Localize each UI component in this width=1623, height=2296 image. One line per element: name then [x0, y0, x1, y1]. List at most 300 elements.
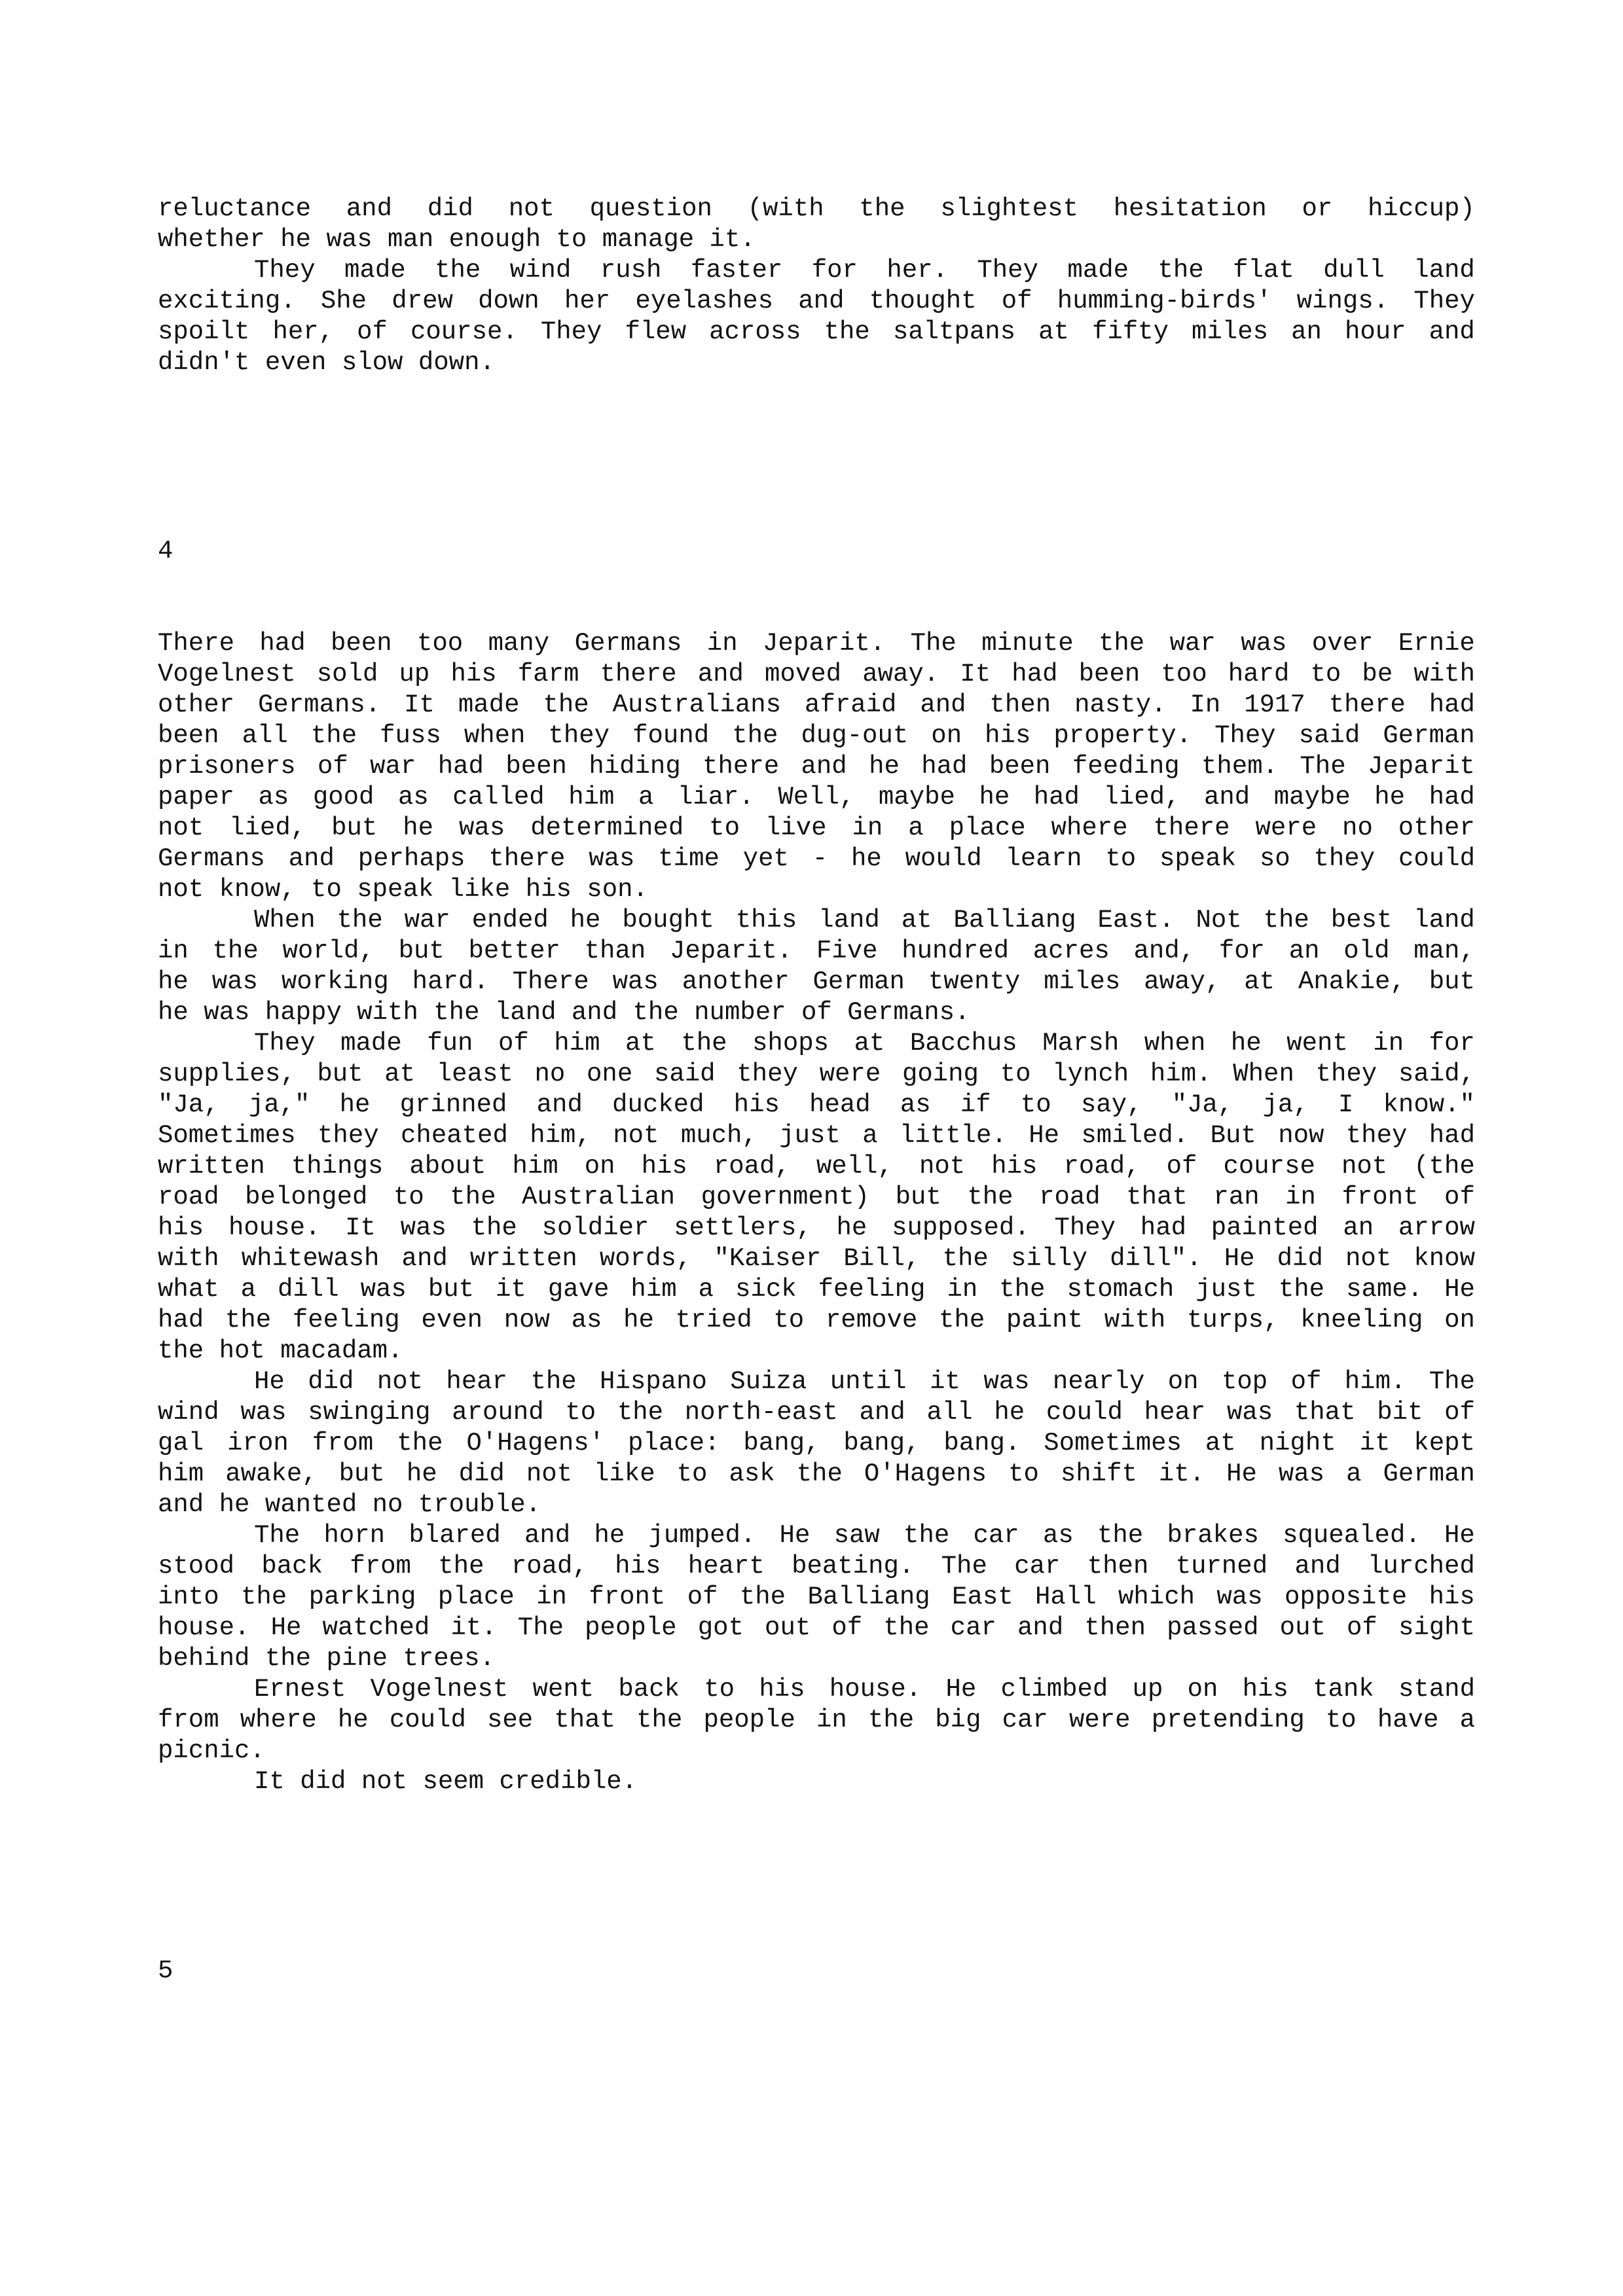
- word: he: [594, 1521, 625, 1550]
- word: world,: [282, 937, 374, 965]
- word: that: [1294, 1398, 1356, 1427]
- word: reluctance: [158, 194, 312, 223]
- word: miles: [1192, 317, 1269, 346]
- word: the: [859, 194, 905, 223]
- word: land: [818, 906, 880, 935]
- word: on: [1187, 1675, 1218, 1704]
- word: dill: [278, 1275, 339, 1304]
- word: called: [452, 783, 545, 812]
- word: arrow: [1398, 1213, 1475, 1242]
- word: saw: [833, 1521, 880, 1550]
- word: Jeparit.: [762, 629, 886, 658]
- word: moved: [765, 660, 842, 689]
- word: supposed.: [892, 1213, 1030, 1242]
- word: they: [1313, 844, 1376, 873]
- word: Ernest: [254, 1675, 346, 1704]
- section-number: 4: [158, 537, 173, 565]
- word: know.": [1383, 1090, 1475, 1119]
- word: He: [1224, 1244, 1255, 1273]
- word: he: [869, 752, 900, 781]
- word: his: [641, 1152, 687, 1181]
- word: around: [452, 1398, 544, 1427]
- text-line: [158, 1244, 1475, 1274]
- word: supplies,: [158, 1060, 296, 1088]
- word: the: [471, 1213, 517, 1242]
- word: awake,: [225, 1460, 318, 1488]
- word: paint: [1006, 1306, 1083, 1335]
- word: Australians: [612, 691, 782, 719]
- word: made: [344, 256, 406, 285]
- word: and: [524, 1521, 571, 1550]
- word: He: [945, 1675, 977, 1704]
- word: for: [1429, 1029, 1475, 1058]
- word: land: [1413, 256, 1475, 285]
- word: on: [1444, 1306, 1475, 1335]
- word: dull: [1323, 256, 1385, 285]
- word: no: [1342, 814, 1373, 842]
- word: had: [1429, 783, 1475, 812]
- word: words,: [599, 1244, 692, 1273]
- word: to: [773, 1306, 805, 1335]
- word: Hall: [1035, 1583, 1097, 1611]
- word: bought: [622, 906, 714, 935]
- word: In: [1190, 691, 1221, 719]
- text-line: [158, 690, 1475, 721]
- word: the: [999, 1275, 1046, 1304]
- word: lurched: [1368, 1552, 1475, 1581]
- word: from: [158, 1706, 219, 1734]
- word: written: [158, 1152, 265, 1181]
- word: not: [613, 1121, 659, 1150]
- word: prisoners: [158, 752, 296, 781]
- word: tank: [1313, 1675, 1374, 1704]
- word: the: [1158, 256, 1204, 285]
- word: land: [1413, 906, 1475, 935]
- word: up: [399, 660, 430, 689]
- word: Balliang: [953, 906, 1076, 935]
- word: drew: [392, 287, 453, 315]
- word: too: [1161, 660, 1207, 689]
- word: his: [1429, 1583, 1475, 1611]
- word: flat: [1233, 256, 1294, 285]
- word: afraid: [805, 691, 897, 719]
- word: There: [512, 967, 589, 996]
- word: place: [437, 1583, 515, 1611]
- word: nearly: [1052, 1367, 1145, 1396]
- word: not: [508, 194, 555, 223]
- word: he: [1374, 783, 1406, 812]
- word: rush: [600, 256, 662, 285]
- word: and: [1429, 317, 1475, 346]
- word: least: [436, 1060, 513, 1088]
- word: climbed: [1000, 1675, 1108, 1704]
- word: made: [340, 1029, 402, 1058]
- word: thought: [869, 287, 977, 315]
- word: nasty.: [1074, 691, 1167, 719]
- word: the: [337, 906, 383, 935]
- word: did: [308, 1367, 354, 1396]
- word: house.: [829, 1675, 922, 1704]
- text-line: [158, 1059, 1475, 1090]
- word: there: [1153, 814, 1230, 842]
- word: the: [450, 1183, 496, 1211]
- word: of: [1444, 1398, 1475, 1427]
- word: had: [1012, 660, 1058, 689]
- word: it: [496, 1275, 526, 1304]
- word: him: [512, 1152, 558, 1181]
- word: lied,: [1103, 783, 1180, 812]
- text-line: behind the pine trees.: [158, 1644, 495, 1673]
- word: East: [952, 1583, 1013, 1611]
- word: He: [270, 1613, 302, 1642]
- word: big: [935, 1706, 981, 1734]
- word: his: [985, 721, 1031, 750]
- word: house.: [158, 1613, 250, 1642]
- word: fun: [427, 1029, 473, 1058]
- word: no: [534, 1060, 566, 1088]
- word: he: [158, 967, 189, 996]
- word: at: [1205, 1429, 1236, 1458]
- word: It: [960, 660, 991, 689]
- word: like: [594, 1460, 655, 1488]
- word: from: [350, 1552, 411, 1581]
- word: that: [1126, 1183, 1188, 1211]
- word: horn: [323, 1521, 386, 1550]
- word: as: [900, 1090, 931, 1119]
- word: They: [540, 317, 602, 346]
- word: found: [632, 721, 710, 750]
- word: sick: [735, 1275, 797, 1304]
- word: there: [702, 752, 780, 781]
- word: slightest: [940, 194, 1078, 223]
- word: car: [973, 1521, 1019, 1550]
- word: pretending: [1151, 1706, 1305, 1734]
- word: when: [464, 721, 526, 750]
- word: but: [398, 937, 445, 965]
- word: was: [1241, 629, 1287, 658]
- word: German: [1383, 721, 1475, 750]
- word: know: [1413, 1244, 1475, 1273]
- word: spoilt: [158, 317, 250, 346]
- word: not: [919, 1152, 966, 1181]
- word: passed: [1167, 1613, 1259, 1642]
- word: He: [1029, 1121, 1060, 1150]
- word: determined: [530, 814, 684, 842]
- text-line: [158, 1705, 1475, 1736]
- word: had: [1429, 1121, 1475, 1150]
- word: brakes: [1167, 1521, 1259, 1550]
- word: to: [676, 1460, 708, 1488]
- word: place: [949, 814, 1026, 842]
- word: was: [459, 814, 505, 842]
- word: night: [1259, 1429, 1336, 1458]
- word: too: [417, 629, 464, 658]
- word: his: [733, 1090, 780, 1119]
- word: man,: [1413, 937, 1475, 965]
- word: not: [158, 814, 204, 842]
- word: of: [1001, 287, 1032, 315]
- word: same.: [1346, 1275, 1423, 1304]
- word: the: [310, 721, 357, 750]
- word: an: [1288, 937, 1320, 965]
- word: to: [1020, 1090, 1051, 1119]
- word: he: [623, 1306, 654, 1335]
- word: painted: [1211, 1213, 1319, 1242]
- word: a: [638, 783, 654, 812]
- word: Jeparit: [1367, 752, 1475, 781]
- word: exciting.: [158, 287, 296, 315]
- word: the: [397, 1429, 443, 1458]
- word: him: [158, 1460, 204, 1488]
- word: to: [1325, 1706, 1357, 1734]
- word: bit: [1377, 1398, 1423, 1427]
- word: went: [532, 1675, 594, 1704]
- text-line: [158, 905, 1475, 936]
- word: or: [1302, 194, 1333, 223]
- text-line: not know, to speak like his son.: [158, 875, 648, 904]
- word: parking: [308, 1583, 416, 1611]
- word: jumped.: [648, 1521, 756, 1550]
- word: all: [926, 1398, 973, 1427]
- word: then: [989, 691, 1051, 719]
- word: his: [450, 660, 497, 689]
- word: him: [554, 1029, 600, 1058]
- word: ja,": [248, 1090, 310, 1119]
- word: in: [947, 1275, 978, 1304]
- word: But: [1210, 1121, 1256, 1150]
- word: and: [1017, 1613, 1064, 1642]
- word: acres: [1032, 937, 1110, 965]
- word: property.: [1053, 721, 1192, 750]
- word: Anakie,: [1298, 967, 1406, 996]
- word: speak: [1159, 844, 1237, 873]
- word: Bill,: [843, 1244, 921, 1273]
- word: at: [901, 906, 932, 935]
- word: tried: [675, 1306, 752, 1335]
- word: He: [1444, 1521, 1475, 1550]
- word: hard.: [412, 967, 489, 996]
- word: gal: [158, 1429, 204, 1458]
- word: belonged: [245, 1183, 368, 1211]
- word: of: [831, 1613, 863, 1642]
- word: Not: [1195, 906, 1242, 935]
- word: of: [1444, 1183, 1475, 1211]
- text-line: [158, 194, 1475, 224]
- word: ended: [471, 906, 549, 935]
- word: feeding: [1072, 752, 1180, 781]
- word: on: [931, 721, 962, 750]
- word: than: [584, 937, 646, 965]
- word: were: [819, 1060, 881, 1088]
- word: things: [291, 1152, 384, 1181]
- text-line: picnic.: [158, 1736, 265, 1765]
- word: farm: [517, 660, 579, 689]
- word: beating.: [792, 1552, 915, 1581]
- word: Hispano: [600, 1367, 707, 1396]
- word: they: [1345, 1121, 1408, 1150]
- word: much,: [680, 1121, 757, 1150]
- word: squealed.: [1283, 1521, 1421, 1550]
- word: of: [318, 752, 348, 781]
- word: dill".: [1110, 1244, 1202, 1273]
- text-line: [158, 1182, 1475, 1213]
- word: he: [979, 783, 1010, 812]
- word: opposite: [1284, 1583, 1408, 1611]
- word: best: [1330, 906, 1393, 935]
- word: whitewash: [241, 1244, 380, 1273]
- text-line: [158, 813, 1475, 844]
- word: then: [1084, 1613, 1146, 1642]
- word: it: [1359, 1429, 1391, 1458]
- word: Balliang: [807, 1583, 930, 1611]
- word: until: [830, 1367, 907, 1396]
- word: hard: [1228, 660, 1290, 689]
- word: feeling: [292, 1306, 400, 1335]
- word: her: [564, 287, 611, 315]
- word: the: [438, 1552, 484, 1581]
- word: He: [1226, 1460, 1257, 1488]
- word: Well,: [778, 783, 855, 812]
- word: He: [254, 1367, 285, 1396]
- word: time: [658, 844, 720, 873]
- word: north-east: [684, 1398, 838, 1427]
- word: there: [488, 844, 566, 873]
- word: at: [625, 1029, 656, 1058]
- word: the: [942, 1244, 989, 1273]
- word: of: [498, 1029, 529, 1058]
- word: hiding: [589, 752, 681, 781]
- word: Five: [816, 937, 878, 965]
- word: turned: [1175, 1552, 1268, 1581]
- word: was: [360, 1275, 407, 1304]
- word: just: [1195, 1275, 1257, 1304]
- word: in: [536, 1583, 567, 1611]
- word: The: [1429, 1367, 1475, 1396]
- word: "Ja,: [158, 1090, 219, 1119]
- text-line: the hot macadam.: [158, 1336, 403, 1365]
- word: and: [801, 752, 847, 781]
- word: the: [739, 1583, 786, 1611]
- text-line: It did not seem credible.: [254, 1767, 638, 1796]
- word: O'Hagens: [864, 1460, 987, 1488]
- word: O'Hagens': [466, 1429, 605, 1458]
- word: a: [1459, 1706, 1475, 1734]
- word: Vogelnest: [158, 660, 296, 689]
- word: road,: [511, 1552, 588, 1581]
- word: hear: [1144, 1398, 1206, 1427]
- word: for: [811, 256, 858, 285]
- word: The: [517, 1613, 564, 1642]
- word: (the: [1413, 1152, 1475, 1181]
- word: had: [259, 629, 306, 658]
- word: another: [682, 967, 790, 996]
- word: him: [568, 783, 615, 812]
- word: ran: [1213, 1183, 1260, 1211]
- word: war: [404, 906, 450, 935]
- word: He: [779, 1521, 811, 1550]
- word: they: [318, 1121, 379, 1150]
- word: They: [1054, 1213, 1116, 1242]
- word: been: [158, 721, 219, 750]
- word: was: [211, 967, 258, 996]
- word: away.: [862, 660, 939, 689]
- word: and: [697, 660, 744, 689]
- text-line: [158, 782, 1475, 813]
- word: he: [406, 1460, 437, 1488]
- word: Bacchus: [909, 1029, 1017, 1058]
- word: in: [816, 1706, 847, 1734]
- word: settlers,: [674, 1213, 812, 1242]
- word: was: [612, 967, 659, 996]
- text-line: [158, 1028, 1475, 1059]
- text-line: [158, 1397, 1475, 1428]
- text-line: [158, 1428, 1475, 1459]
- word: at: [1038, 317, 1069, 346]
- word: hundred: [902, 937, 1010, 965]
- word: to: [1008, 1460, 1039, 1488]
- word: German: [1383, 1460, 1475, 1488]
- word: yet: [742, 844, 789, 873]
- word: "Ja,: [1171, 1090, 1233, 1119]
- word: grinned: [399, 1090, 507, 1119]
- word: and: [536, 1090, 583, 1119]
- word: his: [158, 1213, 204, 1242]
- word: was: [983, 1367, 1030, 1396]
- word: could: [1046, 1398, 1123, 1427]
- word: got: [697, 1613, 744, 1642]
- word: ask: [729, 1460, 775, 1488]
- word: to: [1310, 660, 1341, 689]
- word: not: [1341, 1152, 1388, 1181]
- word: was: [1216, 1583, 1263, 1611]
- word: her.: [886, 256, 948, 285]
- word: people: [703, 1706, 795, 1734]
- word: were: [1068, 1706, 1131, 1734]
- word: kept: [1413, 1429, 1475, 1458]
- word: miles: [1044, 967, 1121, 996]
- word: many: [488, 629, 550, 658]
- word: car: [1014, 1552, 1061, 1581]
- word: made: [1067, 256, 1129, 285]
- word: there: [1328, 691, 1406, 719]
- word: he: [339, 1090, 371, 1119]
- word: people: [585, 1613, 677, 1642]
- word: and: [1294, 1552, 1341, 1581]
- word: car: [1002, 1706, 1048, 1734]
- word: bang,: [843, 1429, 921, 1458]
- word: Jeparit.: [669, 937, 793, 965]
- word: could: [1398, 844, 1475, 873]
- word: the: [796, 1460, 843, 1488]
- word: fifty: [1091, 317, 1169, 346]
- word: flew: [625, 317, 687, 346]
- word: going: [902, 1060, 979, 1088]
- word: this: [735, 906, 797, 935]
- word: had: [437, 752, 484, 781]
- word: ducked: [612, 1090, 704, 1119]
- word: written: [469, 1244, 577, 1273]
- word: front: [1341, 1183, 1419, 1211]
- word: it.: [450, 1613, 497, 1642]
- text-line: [158, 1367, 1475, 1397]
- word: not: [376, 1367, 424, 1396]
- word: as: [1042, 1521, 1074, 1550]
- word: It: [345, 1213, 376, 1242]
- word: kneeling: [1300, 1306, 1423, 1335]
- word: out: [765, 1613, 811, 1642]
- word: as: [258, 783, 289, 812]
- word: he: [851, 844, 882, 873]
